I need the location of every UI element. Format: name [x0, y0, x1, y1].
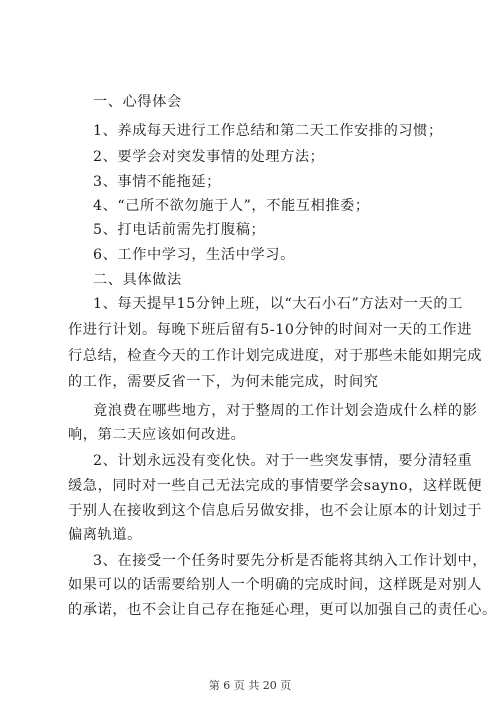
list-item: 5、打电话前需先打腹稿； [93, 222, 266, 238]
paragraph-line: 响，第二天应该如何改进。 [68, 427, 246, 443]
paragraph-line: 行总结，检查今天的工作计划完成进度，对于那些未能如期完成 [68, 348, 483, 364]
paragraph-line: 竟浪费在哪些地方，对于整周的工作计划会造成什么样的影 [93, 403, 478, 419]
paragraph-line: 如果可以的话需要给别人一个明确的完成时间，这样既是对别人 [68, 577, 483, 593]
list-item: 6、工作中学习，生活中学习。 [93, 247, 295, 263]
paragraph-line: 作进行计划。每晚下班后留有5-10分钟的时间对一天的工作进 [68, 322, 472, 338]
paragraph-line: 3、在接受一个任务时要先分析是否能将其纳入工作计划中， [93, 553, 488, 569]
section1-heading: 一、心得体会 [93, 94, 182, 110]
list-item: 3、事情不能拖延； [93, 174, 221, 190]
list-item: 2、要学会对突发事情的处理方法； [93, 149, 325, 165]
paragraph-line: 的工作，需要反省一下，为何未能完成，时间究 [68, 374, 379, 390]
paragraph-line: 于别人在接收到这个信息后另做安排，也不会让原本的计划过于 [68, 503, 483, 519]
paragraph-line: 缓急，同时对一些自己无法完成的事情要学会sayno，这样既便 [68, 478, 483, 494]
paragraph-line: 1、每天提早15分钟上班，以“大石小石”方法对一天的工 [93, 296, 463, 312]
paragraph-line: 的承诺，也不会让自己存在拖延心理，更可以加强自己的责任心。 [68, 602, 497, 618]
list-item: 1、养成每天进行工作总结和第二天工作安排的习惯； [93, 123, 443, 139]
list-item: 4、“己所不欲勿施于人”，不能互相推委； [93, 198, 370, 214]
paragraph-line: 偏离轨道。 [68, 527, 142, 543]
paragraph-line: 2、计划永远没有变化快。对于一些突发事情，要分清轻重 [93, 453, 473, 469]
page-footer: 第 6 页 共 20 页 [208, 679, 292, 692]
section2-heading: 二、具体做法 [93, 272, 182, 288]
